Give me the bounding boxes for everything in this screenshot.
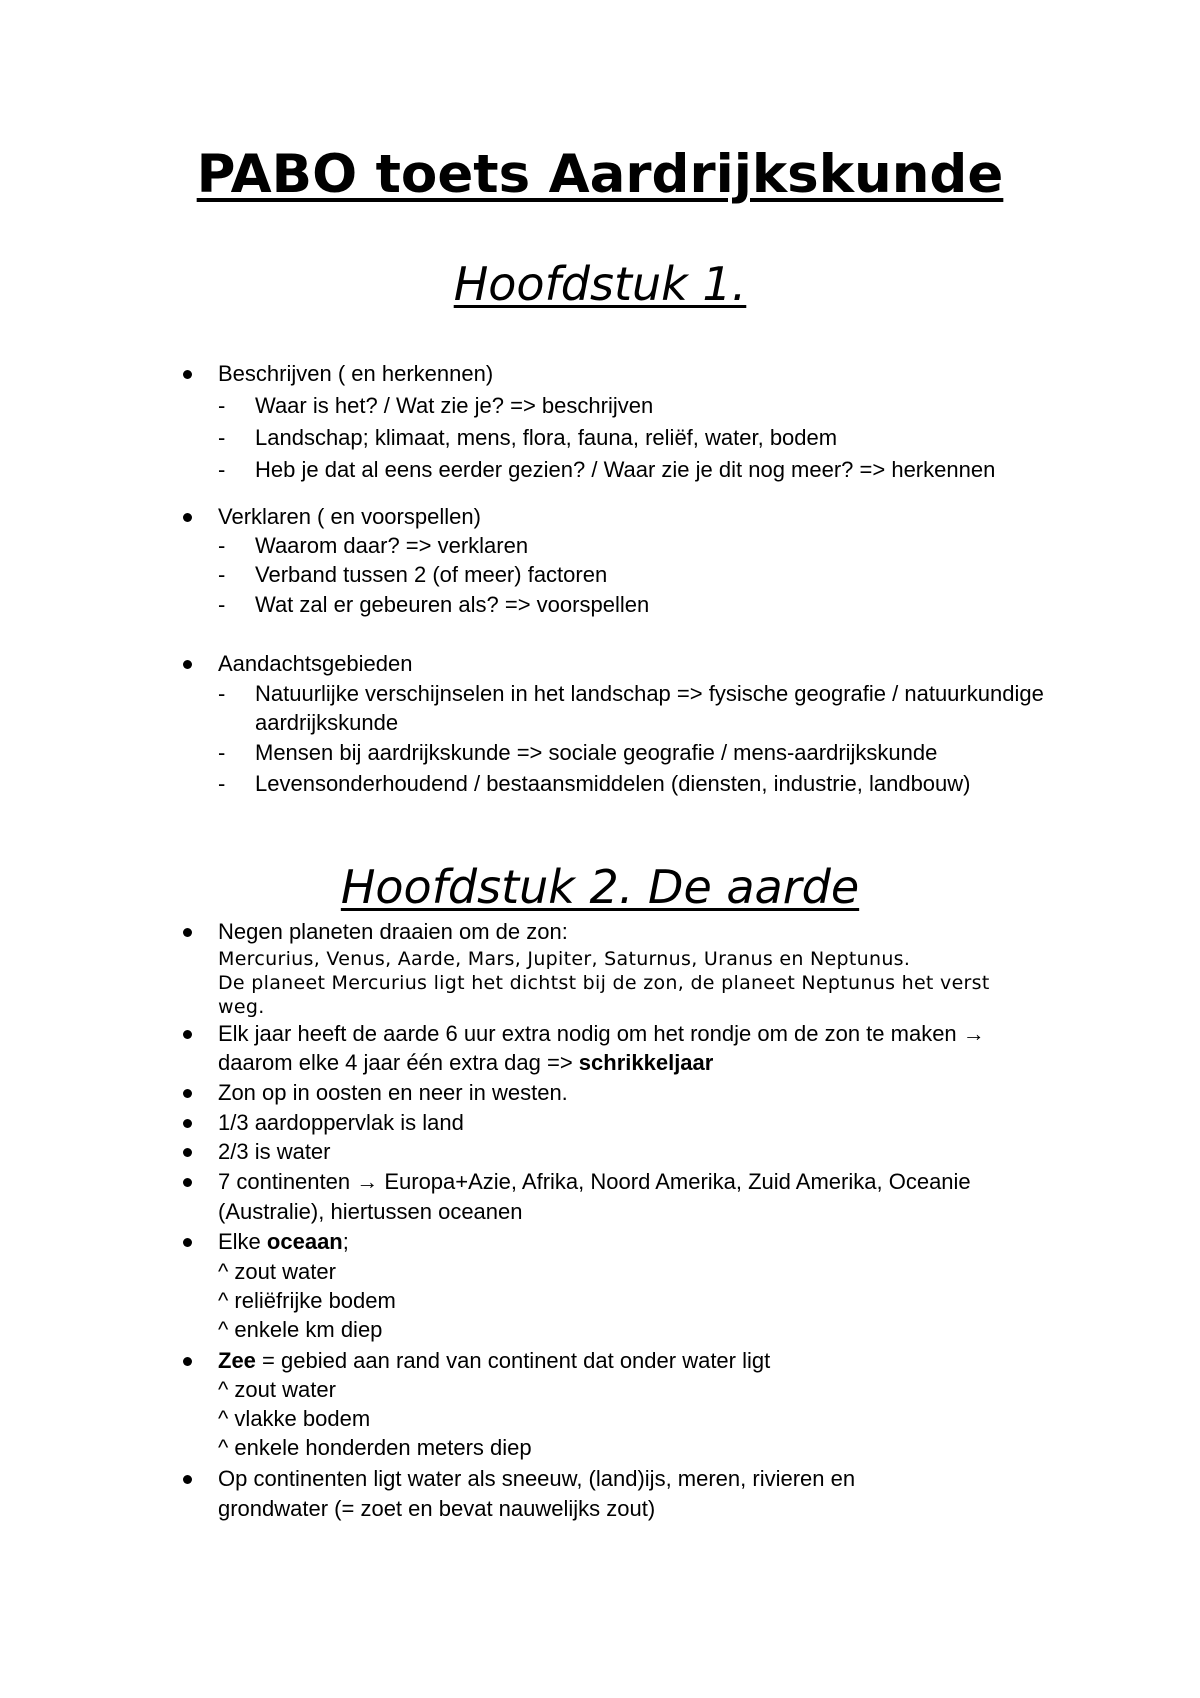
list-item: Verband tussen 2 (of meer) factoren: [255, 562, 608, 587]
bullet-dot: [183, 1119, 192, 1128]
fresh-water-line-continuation: grondwater (= zoet en bevat nauwelijks zout): [218, 1496, 656, 1521]
ocean-line: [218, 1228, 349, 1256]
section-label: Aandachtsgebieden: [218, 651, 413, 676]
sea-item: ^ zout water: [218, 1377, 336, 1402]
bullet-dot: [183, 513, 192, 522]
leap-year-term: schrikkeljaar: [578, 1050, 714, 1075]
sun-line: Zon op in oosten en neer in westen.: [218, 1080, 568, 1105]
list-item: Mensen bij aardrijkskunde => sociale geografie / mens-aardrijkskunde: [255, 740, 938, 765]
fresh-water-line: Op continenten ligt water als sneeuw, (land)ijs, meren, rivieren en: [218, 1466, 856, 1491]
continents-line-continuation: (Australie), hiertussen oceanen: [218, 1199, 523, 1224]
water-line: 2/3 is water: [218, 1139, 331, 1164]
chapter-1-heading: Hoofdstuk 1.: [453, 257, 747, 311]
planets-list: Mercurius, Venus, Aarde, Mars, Jupiter, Saturnus, Uranus en Neptunus.: [218, 948, 911, 970]
chapter-2-heading: Hoofdstuk 2. De aarde: [340, 860, 860, 914]
list-item: Landschap; klimaat, mens, flora, fauna, reliëf, water, bodem: [255, 425, 838, 450]
bullet-dot: [183, 1089, 192, 1098]
list-item: Waar is het? / Wat zie je? => beschrijven: [255, 393, 654, 418]
sea-item: ^ vlakke bodem: [218, 1406, 371, 1431]
section-label: Verklaren ( en voorspellen): [218, 504, 481, 529]
sea-text: = gebied aan rand van continent dat onder water ligt: [255, 1348, 771, 1373]
bullet-dot: [183, 1148, 192, 1157]
ocean-punct: ;: [342, 1229, 349, 1254]
dash-marker: -: [218, 457, 226, 482]
bullet-dot: [183, 1475, 192, 1484]
ocean-item: ^ reliëfrijke bodem: [218, 1288, 396, 1313]
list-item: Levensonderhoudend / bestaansmiddelen (diensten, industrie, landbouw): [255, 771, 971, 796]
dash-marker: -: [218, 740, 226, 765]
ocean-text: Elke: [218, 1229, 267, 1254]
dash-marker: -: [218, 393, 226, 418]
dash-marker: -: [218, 681, 226, 706]
dash-marker: -: [218, 592, 226, 617]
year-text: daarom elke 4 jaar één extra dag =>: [218, 1050, 579, 1075]
list-item: Wat zal er gebeuren als? => voorspellen: [255, 592, 650, 617]
ocean-term: oceaan: [266, 1229, 343, 1254]
list-item: Waarom daar? => verklaren: [255, 533, 529, 558]
sea-item: ^ enkele honderden meters diep: [218, 1435, 532, 1460]
bullet-dot: [183, 1357, 192, 1366]
year-line-continuation: [218, 1049, 713, 1077]
dash-marker: -: [218, 771, 226, 796]
bullet-dot: [183, 928, 192, 937]
section-label: Beschrijven ( en herkennen): [218, 361, 494, 386]
list-item: Heb je dat al eens eerder gezien? / Waar zie je dit nog meer? => herkennen: [255, 457, 996, 482]
list-item-continuation: aardrijkskunde: [255, 710, 399, 735]
dash-marker: -: [218, 562, 226, 587]
bullet-dot: [183, 1178, 192, 1187]
bullet-dot: [183, 1238, 192, 1247]
page-title: PABO toets Aardrijkskunde: [196, 144, 1004, 205]
ocean-item: ^ zout water: [218, 1259, 336, 1284]
bullet-dot: [183, 1030, 192, 1039]
bullet-dot: [183, 370, 192, 379]
planets-note-continuation: weg.: [218, 996, 265, 1018]
dash-marker: -: [218, 425, 226, 450]
sea-line: [218, 1347, 770, 1375]
continents-line: 7 continenten → Europa+Azie, Afrika, Noord Amerika, Zuid Amerika, Oceanie: [218, 1169, 971, 1194]
bullet-dot: [183, 660, 192, 669]
sea-term: Zee: [218, 1348, 256, 1373]
dash-marker: -: [218, 533, 226, 558]
year-line: Elk jaar heeft de aarde 6 uur extra nodig om het rondje om de zon te maken →: [218, 1021, 985, 1046]
planets-line: Negen planeten draaien om de zon:: [218, 919, 568, 944]
planets-note: De planeet Mercurius ligt het dichtst bij de zon, de planeet Neptunus het verst: [218, 972, 990, 994]
land-line: 1/3 aardoppervlak is land: [218, 1110, 464, 1135]
list-item: Natuurlijke verschijnselen in het landschap => fysische geografie / natuurkundige: [255, 681, 1044, 706]
ocean-item: ^ enkele km diep: [218, 1317, 383, 1342]
